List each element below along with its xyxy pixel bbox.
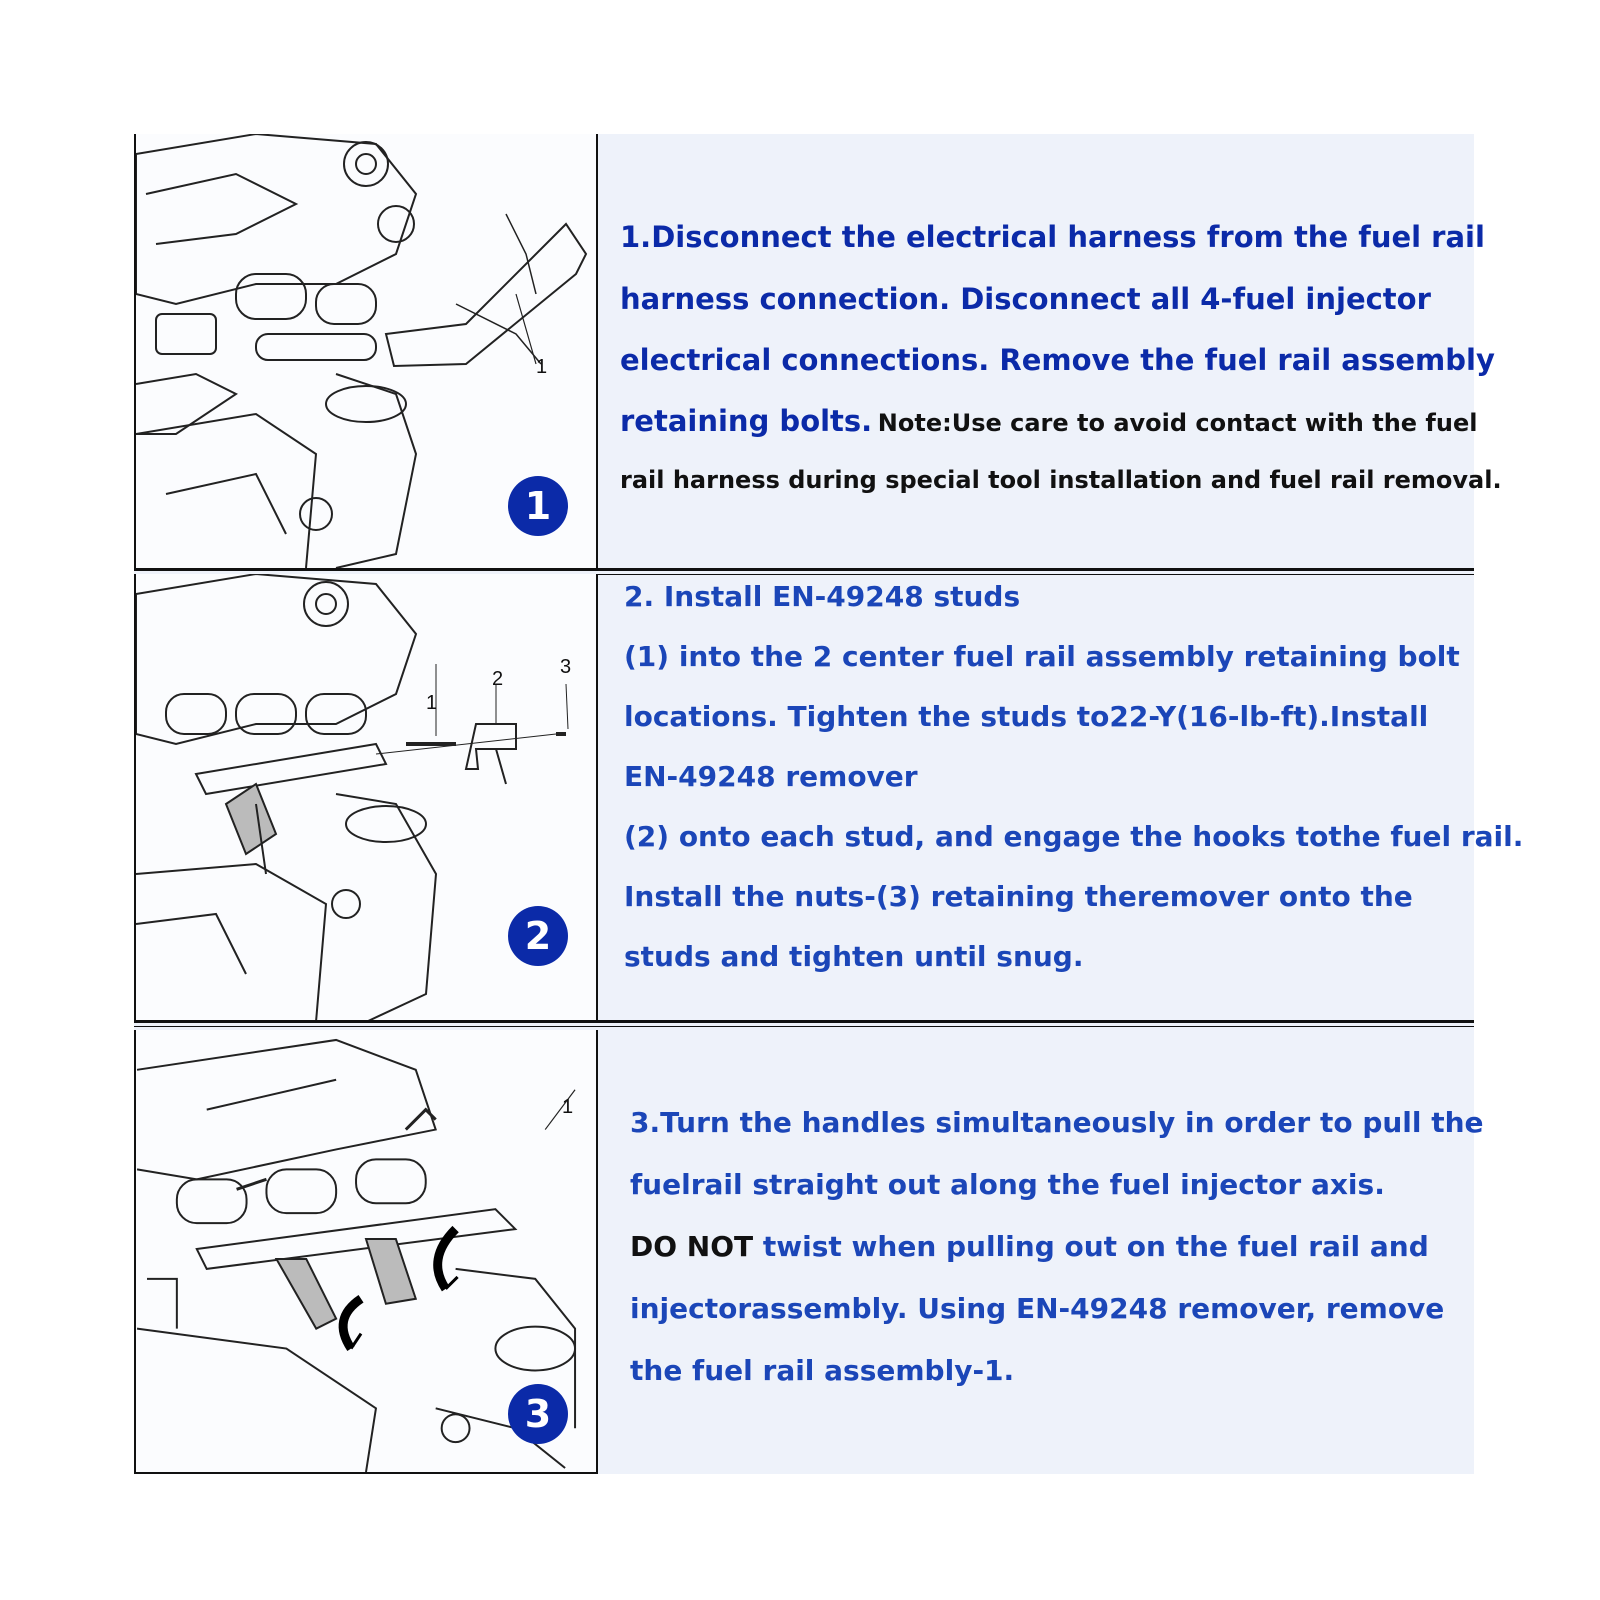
step-2-line-5: (2) onto each stud, and engage the hooks tothe fuel rail.	[624, 820, 1524, 853]
step-3-warning-rest: twist when pulling out on the fuel rail and	[753, 1230, 1429, 1263]
step-2-text	[620, 574, 1524, 1022]
step-1-line-3: electrical connections. Remove the fuel rail assembly	[620, 343, 1495, 377]
step-1-line-4-blue: retaining bolts.	[620, 404, 873, 438]
step-2-badge: 2	[508, 906, 568, 966]
step-3-engine-illustration	[134, 1030, 598, 1474]
step-1-line-1: 1.Disconnect the electrical harness from the fuel rail	[620, 220, 1485, 254]
step-3-line-5: the fuel rail assembly-1.	[630, 1354, 1015, 1387]
step-3-badge: 3	[508, 1384, 568, 1444]
step-3-line-2: fuelrail straight out along the fuel injector axis.	[630, 1168, 1385, 1201]
divider	[134, 1020, 1474, 1023]
step-1-badge: 1	[508, 476, 568, 536]
step-3-text	[620, 1030, 1484, 1474]
divider	[134, 1026, 1474, 1027]
step-3-line-3	[630, 1230, 1429, 1263]
step-2-engine-illustration	[134, 574, 598, 1022]
step-3-panel	[134, 1030, 1484, 1474]
callout-label: 3	[560, 656, 572, 678]
step-3-line-1: 3.Turn the handles simultaneously in order to pull the	[630, 1106, 1484, 1139]
step-1-line-2: harness connection. Disconnect all 4-fuel injector	[620, 282, 1431, 316]
step-2-panel	[134, 574, 1524, 1022]
step-1-panel	[134, 134, 1502, 568]
callout-label: 1	[536, 356, 548, 378]
step-2-line-1: 2. Install EN-49248 studs	[624, 580, 1021, 613]
step-2-line-2: (1) into the 2 center fuel rail assembly retaining bolt	[624, 640, 1460, 673]
instruction-sheet	[134, 134, 1524, 1474]
step-1-engine-illustration	[134, 134, 598, 568]
divider	[134, 568, 1474, 571]
step-1-line-4	[620, 404, 1477, 438]
step-2-line-4: EN-49248 remover	[624, 760, 918, 793]
step-1-note: Note:Use care to avoid contact with the fuel	[877, 409, 1478, 437]
step-1-note-line-2: rail harness during special tool installation and fuel rail removal.	[620, 466, 1502, 494]
callout-label: 2	[492, 668, 504, 690]
step-2-line-6: Install the nuts-(3) retaining theremover onto the	[624, 880, 1413, 913]
callout-label: 1	[426, 692, 438, 714]
step-1-text	[620, 134, 1502, 568]
step-2-line-3: locations. Tighten the studs to22-Y(16-lb-ft).Install	[624, 700, 1429, 733]
callout-label: 1	[562, 1096, 574, 1118]
step-3-line-4: injectorassembly. Using EN-49248 remover, remove	[630, 1292, 1445, 1325]
step-3-warning: DO NOT	[630, 1230, 754, 1263]
step-2-line-7: studs and tighten until snug.	[624, 940, 1084, 973]
